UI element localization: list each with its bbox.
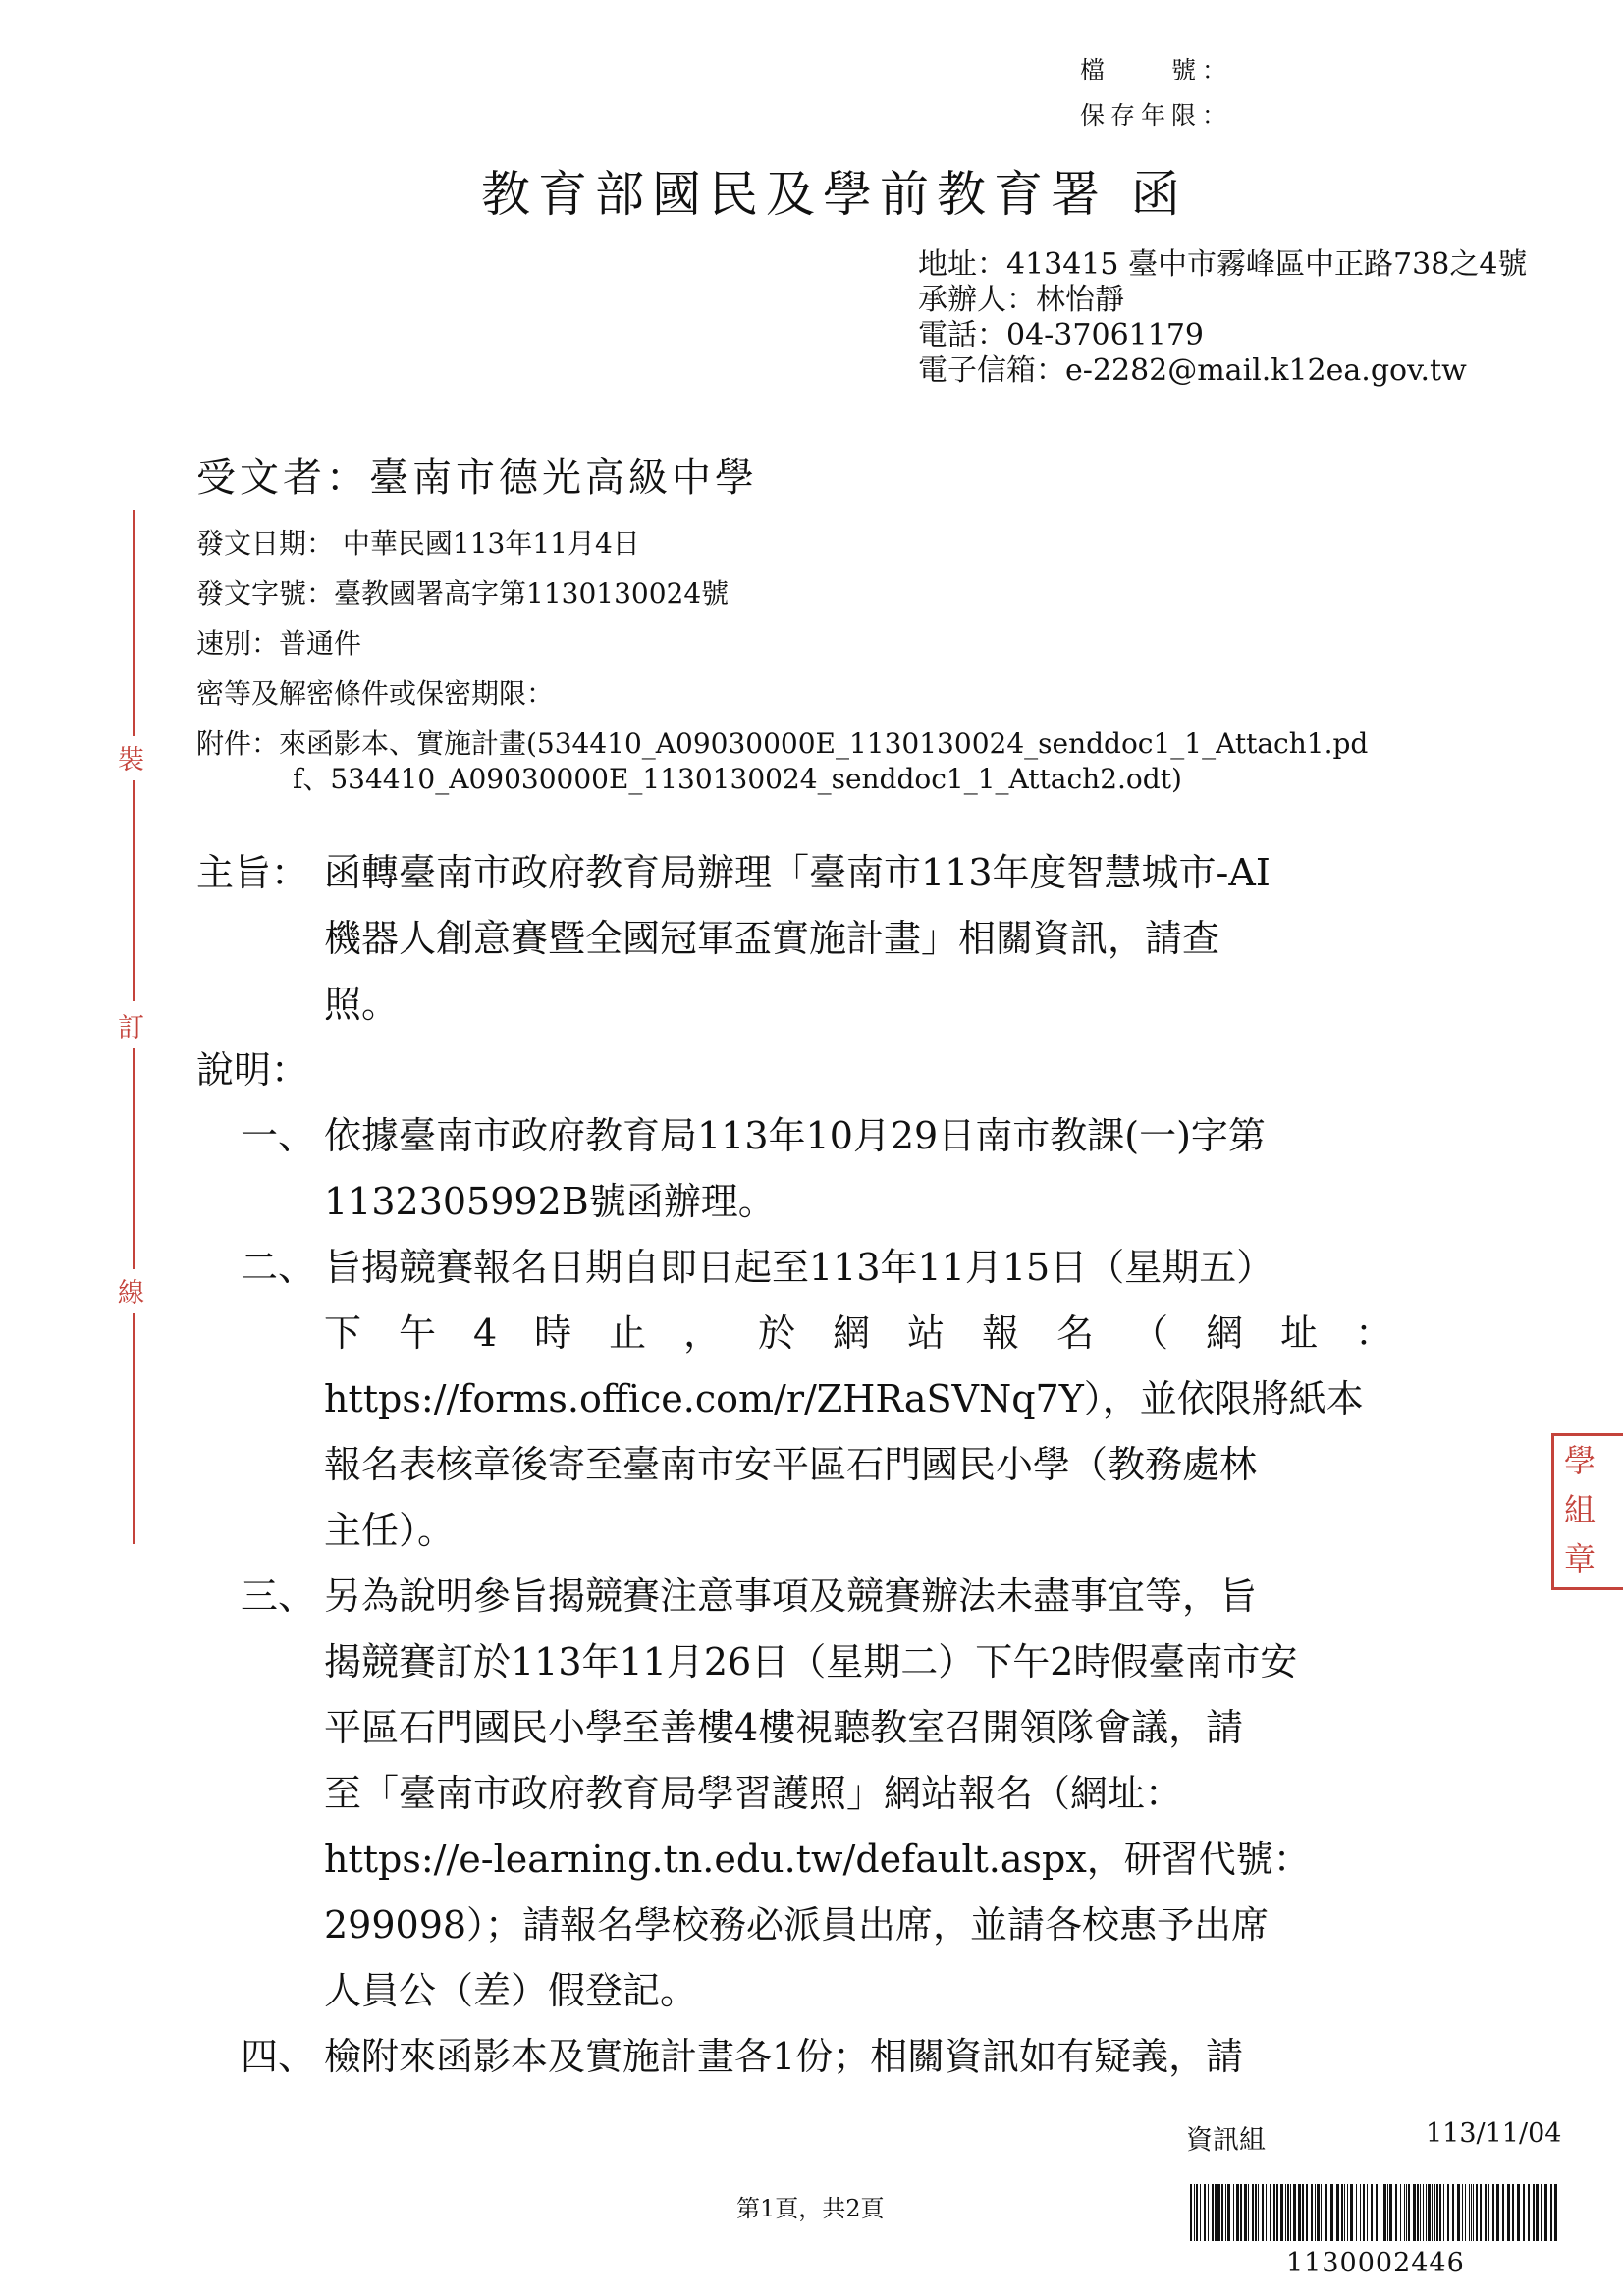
- barcode-bar: [1492, 2184, 1494, 2241]
- item-line: 至「臺南市政府教育局學習護照」網站報名（網址：: [324, 1772, 1183, 1815]
- barcode-bar: [1204, 2184, 1206, 2241]
- subject-line: 照。: [324, 983, 400, 1026]
- binding-char-ding: 訂: [118, 1013, 144, 1043]
- item-line: 旨揭競賽報名日期自即日起至113年11月15日（星期五）: [324, 1246, 1274, 1289]
- stamp-char: 章: [1564, 1540, 1596, 1577]
- attachment-line-2: f、534410_A09030000E_1130130024_senddoc1_1_Attach2.odt): [293, 763, 1182, 795]
- barcode-bar: [1315, 2184, 1316, 2241]
- binding-line: [133, 780, 135, 1001]
- barcode-bar: [1512, 2184, 1514, 2241]
- barcode-bar: [1287, 2184, 1289, 2241]
- barcode-bar: [1432, 2184, 1433, 2241]
- barcode-bar: [1434, 2184, 1435, 2241]
- explanation-item-1: [324, 1103, 1266, 1235]
- item-line: 平區石門國民小學至善樓4樓視聽教室召開領隊會議，請: [324, 1706, 1244, 1749]
- barcode-bar: [1236, 2184, 1239, 2241]
- barcode-bar: [1302, 2184, 1304, 2241]
- item-line: 檢附來函影本及實施計畫各1份；相關資訊如有疑義，請: [324, 2035, 1244, 2078]
- seal-stamp: [1551, 1433, 1623, 1590]
- subject-line: 函轉臺南市政府教育局辦理「臺南市113年度智慧城市-AI: [324, 851, 1271, 894]
- barcode-bar: [1457, 2184, 1460, 2241]
- barcode-bar: [1523, 2184, 1525, 2241]
- item-line: 依據臺南市政府教育局113年10月29日南市教課(一)字第: [324, 1114, 1266, 1157]
- subject-line: 機器人創意賽暨全國冠軍盃實施計畫」相關資訊，請查: [324, 917, 1220, 960]
- barcode-bar: [1507, 2184, 1510, 2241]
- subject-body: [324, 840, 1271, 1038]
- barcode-bar: [1533, 2184, 1535, 2241]
- item-line: 下午4時止，於網站報名（網址：: [324, 1311, 1431, 1355]
- barcode-bar: [1443, 2184, 1444, 2241]
- item-line: 主任）。: [324, 1509, 456, 1552]
- item-line: https://e-learning.tn.edu.tw/default.aspx，研習代號：: [324, 1838, 1311, 1881]
- explanation-label: 說明：: [196, 1048, 309, 1092]
- barcode-bar: [1248, 2184, 1249, 2241]
- item-line: 299098）；請報名學校務必派員出席，並請各校惠予出席: [324, 1903, 1270, 1947]
- barcode-bar: [1420, 2184, 1421, 2241]
- barcode-bar: [1376, 2184, 1378, 2241]
- barcode-bar: [1196, 2184, 1198, 2241]
- barcode-bar: [1330, 2184, 1333, 2241]
- barcode-bar: [1293, 2184, 1296, 2241]
- barcode-bar: [1404, 2184, 1405, 2241]
- binding-line: [133, 510, 135, 736]
- barcode-bar: [1244, 2184, 1247, 2241]
- barcode-bar: [1285, 2184, 1286, 2241]
- barcode-bar: [1217, 2184, 1220, 2241]
- barcode-bar: [1480, 2184, 1482, 2241]
- file-number-label: 檔 號：: [1080, 56, 1233, 84]
- barcode-bar: [1462, 2184, 1463, 2241]
- binding-char-xian: 線: [118, 1278, 144, 1308]
- barcode-bar: [1413, 2184, 1416, 2241]
- page-indicator: 第1頁，共2頁: [736, 2195, 885, 2222]
- barcode-bar: [1325, 2184, 1327, 2241]
- barcode-bar: [1389, 2184, 1392, 2241]
- barcode-bar: [1341, 2184, 1343, 2241]
- barcode-bar: [1423, 2184, 1424, 2241]
- barcode-bar: [1367, 2184, 1368, 2241]
- barcode-bar: [1225, 2184, 1226, 2241]
- barcode-bar: [1280, 2184, 1283, 2241]
- barcode-bar: [1212, 2184, 1214, 2241]
- binding-line: [133, 1048, 135, 1269]
- item-line: 1132305992B號函辦理。: [324, 1180, 776, 1223]
- barcode-bar: [1266, 2184, 1267, 2241]
- stamp-char: 學: [1564, 1442, 1596, 1479]
- barcode: [1188, 2184, 1561, 2241]
- phone: 電話：04-37061179: [918, 318, 1205, 352]
- barcode-bar: [1471, 2184, 1472, 2241]
- barcode-bar: [1215, 2184, 1217, 2241]
- item-marker: 二、: [241, 1246, 316, 1289]
- barcode-bar: [1336, 2184, 1339, 2241]
- barcode-bar: [1350, 2184, 1353, 2241]
- barcode-bar: [1270, 2184, 1271, 2241]
- binding-char-zhuang: 裝: [118, 745, 144, 775]
- barcode-bar: [1469, 2184, 1470, 2241]
- barcode-bar: [1550, 2184, 1552, 2241]
- barcode-bar: [1439, 2184, 1441, 2241]
- barcode-bar: [1417, 2184, 1419, 2241]
- barcode-bar: [1528, 2184, 1530, 2241]
- email: 電子信箱：e-2282@mail.k12ea.gov.tw: [918, 353, 1467, 388]
- barcode-bar: [1227, 2184, 1230, 2241]
- barcode-bar: [1541, 2184, 1542, 2241]
- barcode-bar: [1387, 2184, 1388, 2241]
- barcode-bar: [1400, 2184, 1401, 2241]
- barcode-number: 1130002446: [1286, 2248, 1465, 2278]
- barcode-bar: [1298, 2184, 1301, 2241]
- barcode-bar: [1360, 2184, 1361, 2241]
- barcode-bar: [1255, 2184, 1257, 2241]
- stamp-char: 組: [1564, 1491, 1596, 1528]
- barcode-bar: [1428, 2184, 1431, 2241]
- barcode-bar: [1476, 2184, 1478, 2241]
- barcode-bar: [1554, 2184, 1557, 2241]
- issue-date: 發文日期： 中華民國113年11月4日: [196, 527, 640, 560]
- barcode-bar: [1258, 2184, 1259, 2241]
- barcode-bar: [1252, 2184, 1254, 2241]
- recipient: 受文者：臺南市德光高級中學: [196, 455, 758, 501]
- contact-block: [918, 247, 1527, 389]
- subject-label: 主旨：: [196, 851, 309, 894]
- item-marker: 一、: [241, 1114, 316, 1157]
- barcode-bar: [1347, 2184, 1348, 2241]
- item-line: 揭競賽訂於113年11月26日（星期二）下午2時假臺南市安: [324, 1640, 1298, 1683]
- barcode-bar: [1240, 2184, 1242, 2241]
- item-line: 人員公（差）假登記。: [324, 1969, 698, 2012]
- barcode-bar: [1426, 2184, 1427, 2241]
- item-marker: 四、: [241, 2035, 316, 2078]
- receipt-date: 113/11/04: [1426, 2118, 1562, 2149]
- binding-line: [133, 1313, 135, 1544]
- barcode-bar: [1473, 2184, 1474, 2241]
- barcode-bar: [1221, 2184, 1223, 2241]
- barcode-bar: [1536, 2184, 1539, 2241]
- barcode-bar: [1395, 2184, 1397, 2241]
- barcode-bar: [1262, 2184, 1264, 2241]
- barcode-bar: [1447, 2184, 1449, 2241]
- barcode-bar: [1517, 2184, 1520, 2241]
- speed: 速別：普通件: [196, 627, 362, 660]
- issue-number: 發文字號：臺教國署高字第1130130024號: [196, 577, 730, 610]
- barcode-bar: [1502, 2184, 1504, 2241]
- barcode-bar: [1363, 2184, 1365, 2241]
- barcode-bar: [1465, 2184, 1466, 2241]
- explanation-item-4: [324, 2024, 1243, 2090]
- document-title: 教育部國民及學前教育署 函: [481, 166, 1188, 223]
- barcode-bar: [1406, 2184, 1407, 2241]
- barcode-bar: [1306, 2184, 1308, 2241]
- barcode-bar: [1496, 2184, 1499, 2241]
- barcode-bar: [1208, 2184, 1209, 2241]
- barcode-bar: [1452, 2184, 1454, 2241]
- barcode-bar: [1544, 2184, 1547, 2241]
- explanation-item-3: [324, 1564, 1311, 2024]
- barcode-bar: [1485, 2184, 1487, 2241]
- barcode-bar: [1321, 2184, 1322, 2241]
- barcode-bar: [1488, 2184, 1489, 2241]
- barcode-bar: [1356, 2184, 1357, 2241]
- barcode-bar: [1200, 2184, 1201, 2241]
- receiving-unit: 資訊組: [1186, 2125, 1266, 2156]
- barcode-bar: [1371, 2184, 1373, 2241]
- barcode-bar: [1408, 2184, 1410, 2241]
- barcode-bar: [1311, 2184, 1313, 2241]
- barcode-bar: [1276, 2184, 1278, 2241]
- barcode-bar: [1344, 2184, 1345, 2241]
- retention-label: 保存年限：: [1080, 101, 1233, 130]
- handler: 承辦人：林怡靜: [918, 283, 1124, 317]
- barcode-bar: [1194, 2184, 1195, 2241]
- item-line: https://forms.office.com/r/ZHRaSVNq7Y），並依限將紙本: [324, 1377, 1364, 1420]
- item-line: 另為說明參旨揭競賽注意事項及競賽辦法未盡事宜等，旨: [324, 1575, 1258, 1618]
- barcode-bar: [1273, 2184, 1275, 2241]
- item-line: 報名表核章後寄至臺南市安平區石門國民小學（教務處林: [324, 1443, 1258, 1486]
- barcode-bar: [1383, 2184, 1386, 2241]
- secrecy: 密等及解密條件或保密期限：: [196, 677, 555, 710]
- item-marker: 三、: [241, 1575, 316, 1618]
- barcode-bar: [1233, 2184, 1234, 2241]
- barcode-bar: [1290, 2184, 1291, 2241]
- barcode-bar: [1190, 2184, 1192, 2241]
- address: 地址：413415 臺中市霧峰區中正路738之4號: [918, 247, 1528, 282]
- barcode-bar: [1317, 2184, 1320, 2241]
- explanation-item-2: [324, 1235, 1430, 1564]
- attachment-line-1: 附件：來函影本、實施計畫(534410_A09030000E_1130130024_senddoc1_1_Attach1.pd: [196, 727, 1369, 760]
- barcode-bar: [1436, 2184, 1438, 2241]
